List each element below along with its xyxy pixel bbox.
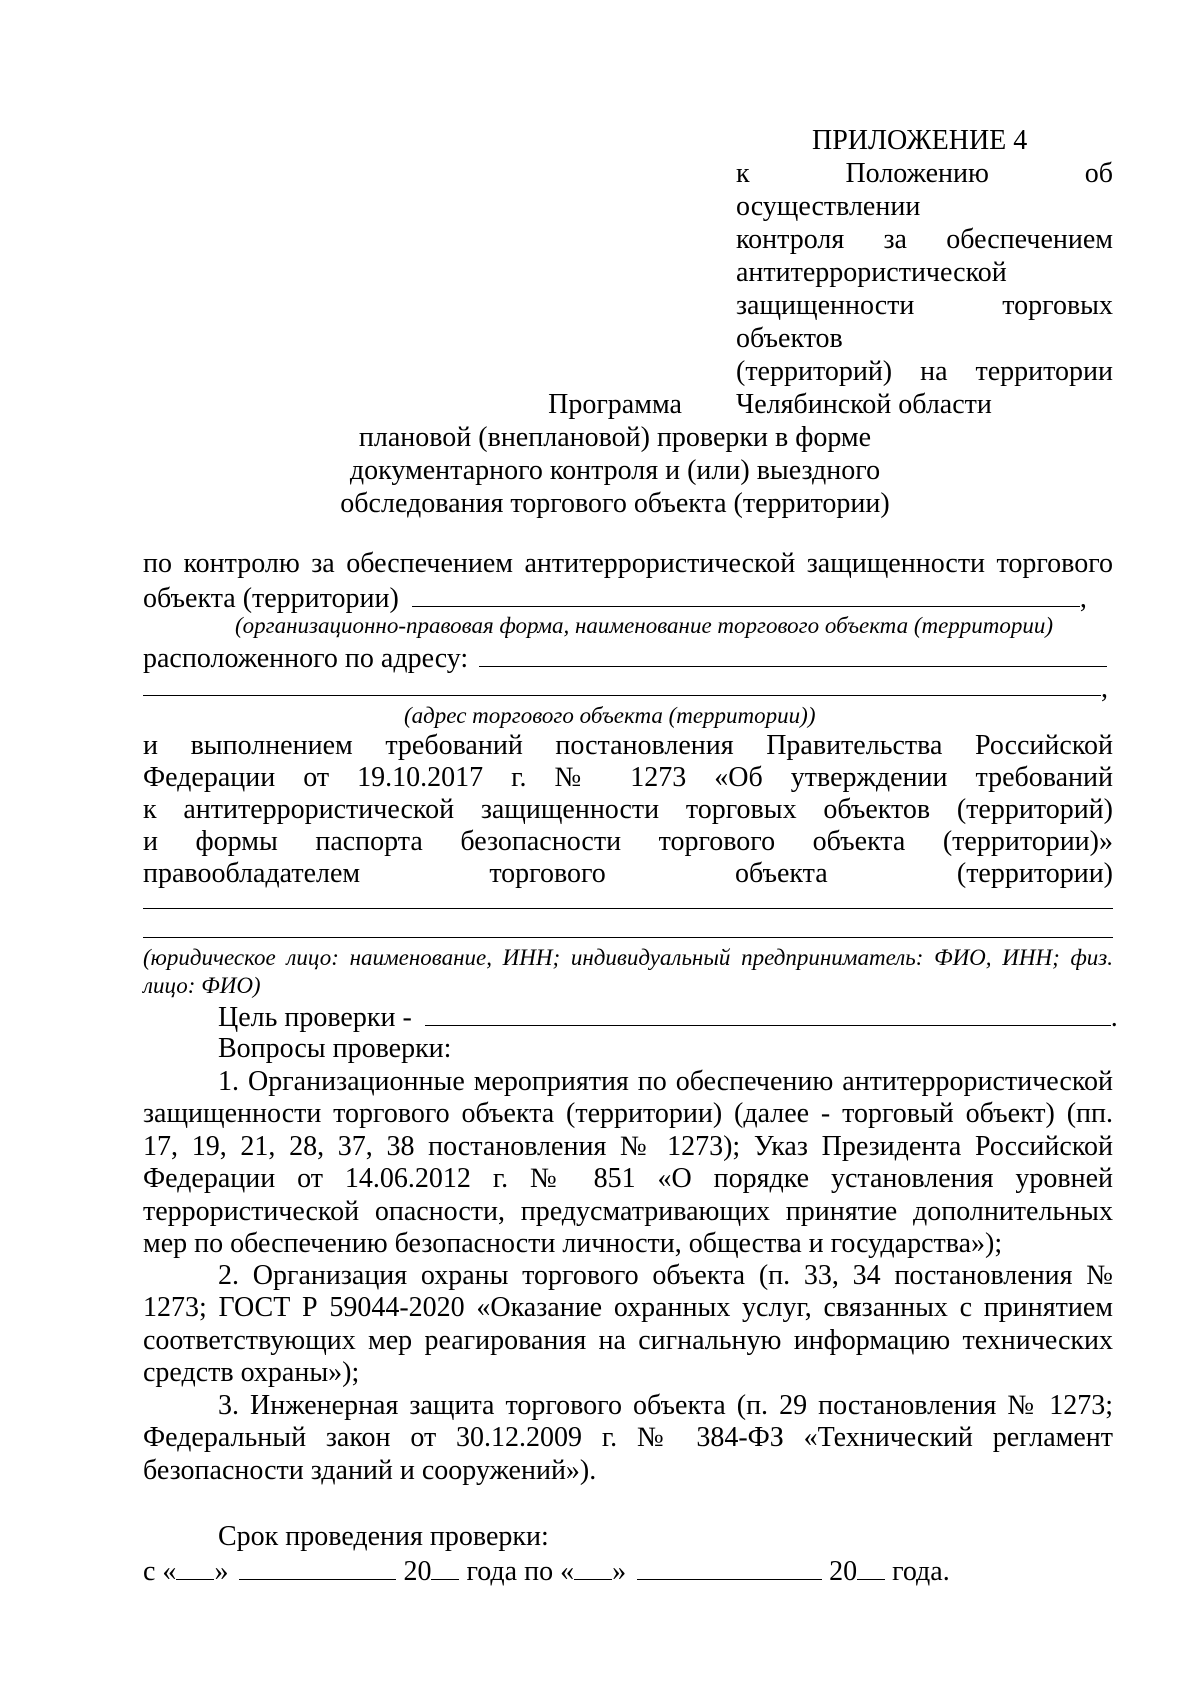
hint-owner: (юридическое лицо: наименование, ИНН; индивидуальный предприниматель: ФИО, ИНН; физ. лицо: ФИО) [143,945,1113,998]
object-name-field[interactable] [412,582,1080,607]
address-suffix: , [1101,673,1108,704]
heading-line: обследования торгового объекта (территории) [340,488,890,519]
appendix-line: контроля за обеспечением [736,224,1113,255]
period-to: года по « [466,1556,575,1587]
period-label: Срок проведения проверки: [218,1521,549,1552]
end-day-field[interactable] [574,1555,612,1580]
heading-line: плановой (внеплановой) проверки в форме [358,422,872,453]
appendix-text [736,157,1113,421]
address-label: расположенного по адресу: [143,643,469,674]
appendix-block [736,124,1113,421]
period-line [143,1555,950,1588]
requirements-line: и формы паспорта безопасности торгового объекта (территории)» [143,826,1113,857]
year-prefix: 20 [403,1556,432,1587]
question-text: 1. Организационные мероприятия по обеспечению антитеррористической защищенности торгового объекта (территории) (далее - торговый объект) (пп. 17, 19, 21, 28, 37, 38 постановления № 1273); Указ Президента Российской Федерации от 14.06.2012 г. № 851 «О порядке установления уровней террористической опасности, предусматривающих принятие дополнительных мер по обеспечению безопасности личности, общества и государства»); [143,1066,1113,1260]
period-quote: » [214,1556,229,1587]
owner-field[interactable] [143,908,1113,909]
end-year-field[interactable] [857,1555,885,1580]
hint-address: (адрес торгового объекта (территории)) [404,703,816,728]
address-line [143,642,1107,675]
start-day-field[interactable] [176,1555,214,1580]
requirements-line: правообладателем торгового объекта (территории) [143,858,1113,889]
question-item-3 [143,1390,1113,1487]
start-year-field[interactable] [431,1555,459,1580]
question-item-1 [143,1066,1113,1260]
goal-field[interactable] [425,1001,1111,1026]
period-from: с « [143,1556,177,1587]
hint-object: (организационно-правовая форма, наименование торгового объекта (территории) [235,613,1054,638]
question-text: 3. Инженерная защита торгового объекта (п. 29 постановления № 1273; Федеральный закон от 30.12.2009 г. № 384-ФЗ «Технический регламент безопасности зданий и сооружений»). [143,1390,1113,1486]
goal-suffix: . [1110,1002,1118,1033]
question-item-2 [143,1260,1113,1390]
questions-label: Вопросы проверки: [218,1033,452,1064]
question-text: 2. Организация охраны торгового объекта (п. 33, 34 постановления № 1273; ГОСТ Р 59044-2020 «Оказание охранных услуг, связанных с принятием соответствующих мер реагирования на сигнальную информацию технических средств охраны»); [143,1260,1113,1389]
appendix-line: (территорий) на территории [736,356,1113,387]
requirements-line: и выполнением требований постановления Правительства Российской [143,730,1113,761]
appendix-line: защищенности торговых объектов [736,290,1113,354]
document-heading [300,388,930,520]
requirements-line: Федерации от 19.10.2017 г. № 1273 «Об утверждении требований [143,762,1113,793]
year-prefix: 20 [829,1556,858,1587]
period-quote: » [612,1556,627,1587]
period-end: года. [892,1556,950,1587]
goal-label: Цель проверки - [218,1002,412,1033]
appendix-title: ПРИЛОЖЕНИЕ 4 [812,125,1028,156]
intro-line-1: по контролю за обеспечением антитеррористической защищенности торгового [143,548,1113,579]
appendix-line: к Положению об осуществлении [736,158,1113,222]
start-month-field[interactable] [239,1555,396,1580]
object-suffix: , [1079,583,1087,614]
heading-title: Программа [548,389,682,420]
address-field[interactable] [479,642,1107,667]
end-month-field[interactable] [637,1555,822,1580]
owner-field-2[interactable] [143,937,1113,938]
goal-line [218,1001,1118,1034]
heading-line: документарного контроля и (или) выездного [349,455,881,486]
appendix-line: антитеррористической [736,257,1007,288]
intro-line-2 [143,582,1087,615]
address-field-2[interactable] [143,695,1101,696]
requirements-line: к антитеррористической защищенности торговых объектов (территорий) [143,794,1113,825]
appendix-line: Челябинской области [736,389,992,420]
object-label: объекта (территории) [143,583,399,614]
